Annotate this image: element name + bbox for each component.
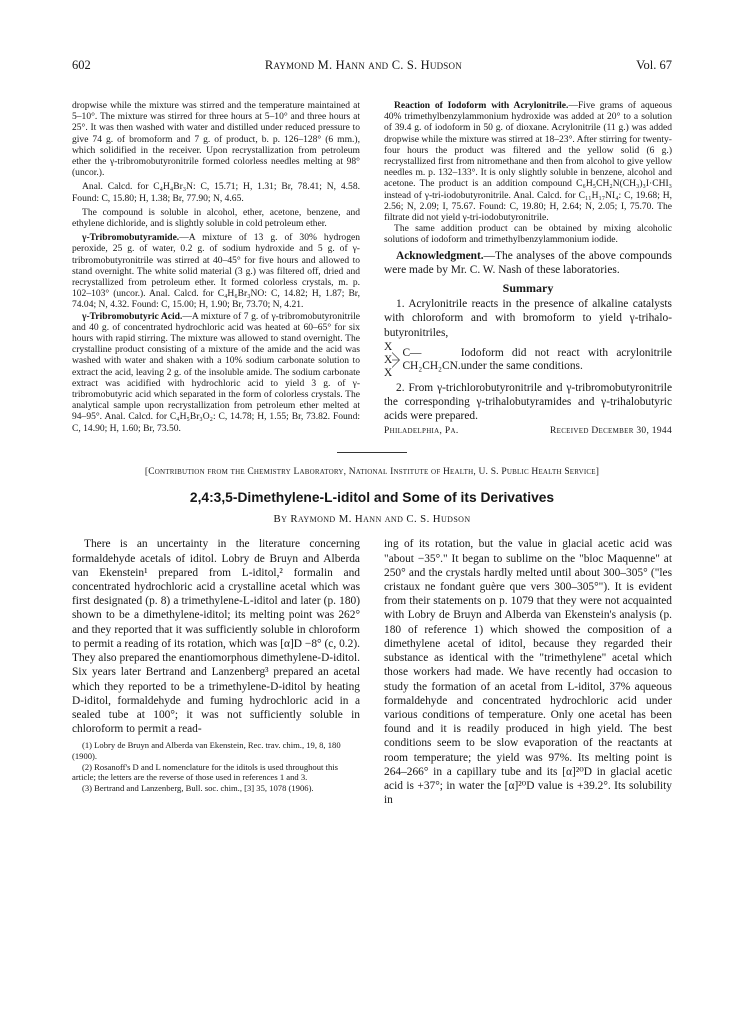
place: Philadelphia, Pa. xyxy=(384,426,459,437)
acknowledgment-head: Acknowledgment. xyxy=(396,249,484,262)
paragraph: The same addition product can be obtained by mixing alcoholic solutions of iodoform and trimethylbenzylammonium iodide. xyxy=(384,223,672,246)
footnote: (2) Rosanoff's D and L nomenclature for the iditols is used throughout this article; the letters are the reverse of those used in references 1 and 3. xyxy=(72,761,338,783)
acknowledgment-text: —The analyses of the above compounds were made by Mr. C. W. Nash of these laboratories. xyxy=(384,249,672,276)
article-columns xyxy=(72,537,672,807)
previous-article-left-column xyxy=(72,100,360,436)
paragraph-tribromobutyric-acid xyxy=(72,311,360,434)
footnotes xyxy=(72,740,360,793)
formula-x: X xyxy=(384,353,393,366)
summary-item-2: 2. From γ-trichlorobutyronitrile and γ-tribromobutyronitrile the corresponding γ-trihalobutyramides and γ-trihalobutyric acids were prepared. xyxy=(384,381,672,423)
previous-article-right-column xyxy=(384,100,672,436)
formula-x: X xyxy=(384,340,393,353)
footnote: (1) Lobry de Bruyn and Alberda van Ekenstein, Rec. trav. chim., 19, 8, 180 (1900). xyxy=(72,740,341,761)
solubility-paragraph: The compound is soluble in alcohol, ether, acetone, benzene, and ethylene dichloride, and is slightly soluble in cold petroleum ether. xyxy=(72,206,360,230)
paragraph: ing of its rotation, but the value in glacial acetic acid was "about −35°." It began to sublime on the "bloc Maquenne" at 250° and the crystals hardly melted until about 300–305° ("les cristaux ne fondant guère que vers 300–305°"). It is evident from their statements on p. 1079 that they were not acquainted with Lobry de Bruyn and Alberda van Ekenstein's analysis (p. 180 of reference 1) which showed the composition of a dimethylene acetal of iditol, because they regarded their substance as identical with the "trimethylene" acetal which those workers had made. We have recently had occasion to study the formation of an acetal from L-iditol, 37% aqueous formaldehyde and concentrated hydrochloric acid under various conditions of temperature. Only one acetal has been found and it is readily produced in high yield. The best conditions seem to be slow evaporation of the reactants at room temperature; the yield was 97%. Its melting point is 264–266° in a capillary tube and its [α]²⁰D in glacial acetic acid is +37°; in water the [α]²⁰D value is +39.2°. Its solubility in xyxy=(384,538,672,807)
formula-rest: C—CH₂CH₂CN. xyxy=(402,347,461,373)
paragraph-text: —A mixture of 7 g. of γ-tribromobutyronitrile and 40 g. of concentrated hydrochloric acid was heated at 60–65° for six hours with rapid stirring. The mixture was allowed to stand overnight. The crystalline product consisting of a mixture of the amide and the acid was washed with water and shaken with a 10% sodium carbonate solution to extract the acid, leaving 2 g. of the insoluble amide. The sodium carbonate extract was acidified with hydrochloric acid to yield 3 g. of γ-tribromobutyric acid which separated in the form of colorless crystals. The analytical sample upon recrystallization from petroleum ether melted at 94–95°. Anal. Calcd. for C₄H₅Br₃O₂: C, 14.78; H, 1.55; Br, 73.82. Found: C, 14.90; H, 1.60; Br, 73.50. xyxy=(72,310,360,434)
acknowledgment xyxy=(384,249,672,277)
page-number: 602 xyxy=(72,58,91,72)
volume-number: Vol. 67 xyxy=(636,58,672,72)
analysis-paragraph: Anal. Calcd. for C₄H₄Br₃N: C, 15.71; H, 1.31; Br, 78.41; N, 4.58. Found: C, 15.80; H, 1.38; Br, 77.90; N, 4.65. xyxy=(72,181,360,204)
paragraph-text: —A mixture of 13 g. of 30% hydrogen peroxide, 25 g. of water, 0.2 g. of sodium hydroxide and 5 g. of γ-tribromobutyronitrile was stirred at 40–45° for five hours and allowed to stand overnight. The white solid material (3 g.) was filtered off, dried and recrystallized from petroleum ether. It formed colorless crystals, m. p. 102–103° (uncor.). Anal. Calcd. for C₄H₆Br₃NO: C, 14.82; H, 1.87; Br, 74.04; N, 4.32. Found: C, 15.00; H, 1.90; Br, 73.70; N, 4.21. xyxy=(72,232,360,311)
bond-lines-graphic xyxy=(392,343,400,377)
byline: By Raymond M. Hann and C. S. Hudson xyxy=(273,513,471,526)
article-divider xyxy=(337,452,407,453)
section-run-in-head: Reaction of Iodoform with Acrylonitrile. xyxy=(394,100,569,111)
article-right-column xyxy=(384,537,672,807)
paragraph-tribromobutyramide xyxy=(72,232,360,310)
article-title: 2,4:3,5-Dimethylene-L-iditol and Some of its Derivatives xyxy=(189,490,555,506)
section-run-in-head: γ-Tribromobutyric Acid. xyxy=(82,310,183,322)
paragraph: dropwise while the mixture was stirred and the temperature maintained at 5–10°. The mixture was stirred for three hours at 5–10° and three hours at 25°. It was then washed with water and distilled under reduced pressure to give 74 g. of bromoform and 7 g. of product, b. p. 126–128° (6 mm.), which solidified in the receiver. Upon recrystallization from petroleum ether the γ-tribromobutyronitrile formed colorless needles melting at 98° (uncor.). xyxy=(72,100,360,179)
previous-article-columns xyxy=(72,100,672,436)
footnote: (3) Bertrand and Lanzenberg, Bull. soc. chim., [3] 35, 1078 (1906). xyxy=(82,782,314,793)
summary-item-1-continued-inline: Iodoform did not react with acrylonitrile under the same conditions. xyxy=(460,347,672,373)
journal-page xyxy=(72,56,672,807)
formula-x: X xyxy=(384,366,393,379)
running-title: Raymond M. Hann and C. S. Hudson xyxy=(264,58,462,72)
summary-item-1: 1. Acrylonitrile reacts in the presence of alkaline catalysts with chloroform and with bromoform to yield γ-trihalo-butyronitriles, xyxy=(384,298,672,339)
paragraph-iodoform-reaction xyxy=(384,100,672,223)
section-run-in-head: γ-Tribromobutyramide. xyxy=(82,232,180,244)
received-date: Received December 30, 1944 xyxy=(550,426,672,437)
dateline xyxy=(384,426,672,436)
paragraph: There is an uncertainty in the literature concerning formaldehyde acetals of iditol. Lobry de Bruyn and Alberda van Ekenstein¹ prepared from L-iditol,² formalin and concentrated hydrochloric acid a crystalline acetal which was first designated (p. 8) a trimethylene-L-iditol and later (p. 180) shown to be a dimethylene-iditol; its melting point was 262° and they reported that it was sufficiently soluble in chloroform to permit a reading of its rotation, which was [α]D −8° (c, 0.2). They also prepared the enantiomorphous dimethylene-D-iditol. Six years later Bertrand and Lanzenberg³ prepared an acetal which they reported to be a trimethylene-D-iditol by heating D-iditol, formaldehyde and fuming hydrochloric acid in a sealed tube at 100°; it was not sufficiently soluble in chloroform to permit a read- xyxy=(72,538,360,736)
paragraph-text: —Five grams of aqueous 40% trimethylbenzylammonium hydroxide was added at 20° to a solution of 39.4 g. of iodoform in 50 g. of dioxane. Acrylonitrile (11 g.) was added dropwise while the mixture was stirred at 18–23°. After stirring for twenty-four hours the product was filtered and the yellow solid (6 g.) recrystallized first from nitromethane and then from alcohol to give yellow needles m. p. 132–133°. It is only slightly soluble in benzene, alcohol and acetone. The product is an addition compound C₆H₅CH₂N(CH₃)₃I·CHI₃ instead of γ-tri-iodobutyronitrile. Anal. Calcd. for C₁₁H₁₇NI₄: C, 19.68; H, 2.56; N, 2.09; I, 75.67. Found: C, 19.80; H, 2.64; N, 2.05; I, 75.70. The filtrate did not yield γ-tri-iodobutyronitrile. xyxy=(384,100,673,224)
trihalo-formula xyxy=(384,341,672,380)
contribution-line: [Contribution from the Chemistry Laboratory, National Institute of Health, U. S. Public Health Service] xyxy=(144,467,600,478)
summary-heading: Summary xyxy=(502,281,554,296)
running-header xyxy=(72,58,672,80)
article-left-column xyxy=(72,537,360,807)
